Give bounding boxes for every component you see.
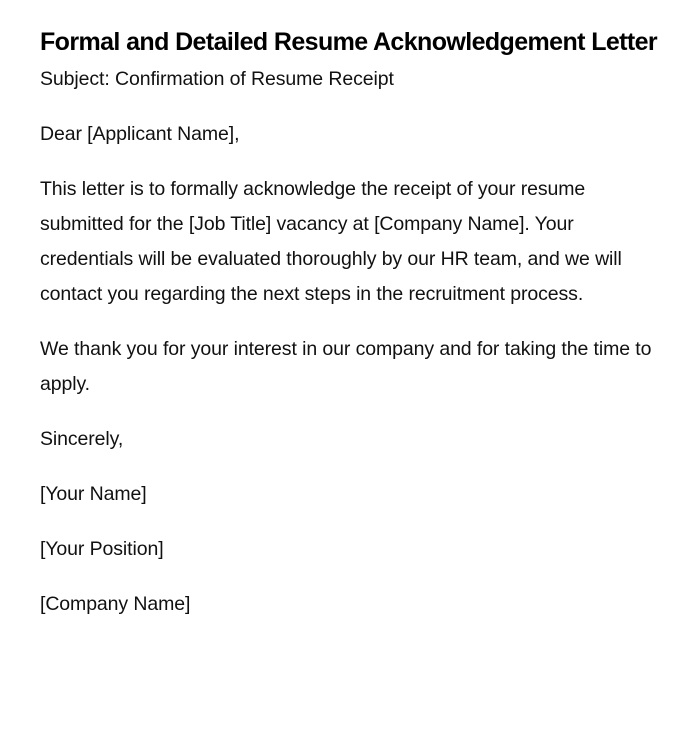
document-title: Formal and Detailed Resume Acknowledgement Letter [40,28,658,56]
signature-position: [Your Position] [40,538,164,560]
signature-name: [Your Name] [40,483,147,505]
signature-company: [Company Name] [40,593,191,615]
salutation: Dear [Applicant Name], [40,123,240,145]
body-paragraph-2: We thank you for your interest in our company and for taking the time to apply. [40,338,652,395]
closing: Sincerely, [40,428,124,450]
subject-line: Subject: Confirmation of Resume Receipt [40,68,394,90]
body-paragraph-1: This letter is to formally acknowledge the receipt of your resume submitted for the [Job Title] vacancy at [Company Name]. Your credentials will be evaluated thoroughly by our HR team, and we will contact you regarding the next steps in the recruitment process. [40,178,622,305]
